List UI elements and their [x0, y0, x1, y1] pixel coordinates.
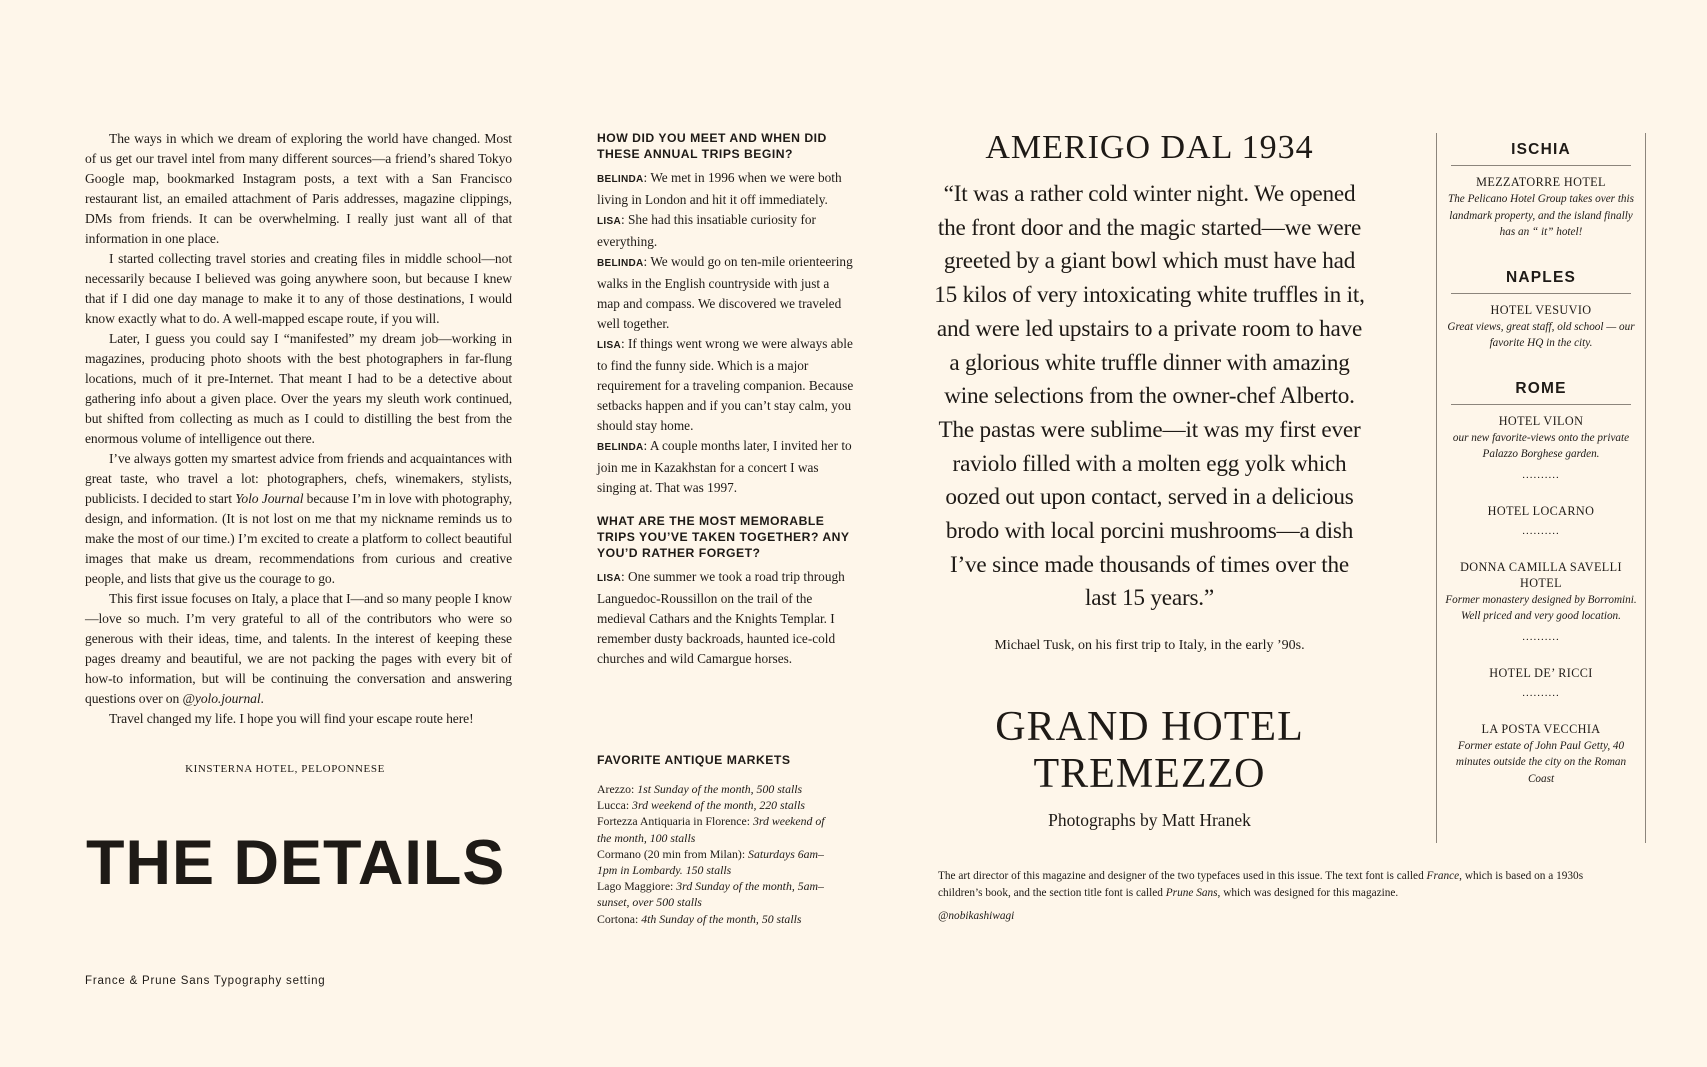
market-place: Fortezza Antiquaria in Florence: [597, 814, 753, 829]
hotel-description: our new favorite-views onto the private Palazzo Borghese garden. [1452, 431, 1630, 460]
answer-text: : We would go on ten-mile orienteering walks in the English countryside with just a map and compass. We discovered we traveled well together. [597, 254, 853, 331]
answer-text: : We met in 1996 when we were both living in London and hit it off immediately. [597, 170, 842, 207]
interview-answer [597, 168, 855, 210]
note-text: The art director of this magazine and designer of the two typefaces used in this issue. The text font is called [938, 870, 1427, 882]
markets-list [597, 781, 837, 927]
photo-credit: Photographs by Matt Hranek [1048, 810, 1251, 830]
market-place: Arezzo: [597, 782, 638, 796]
pull-quote: “It was a rather cold winter night. We opened the front door and the magic started—we were greeted by a giant bowl which must have had 15 kilos of very intoxicating white truffles in it, and were led upstairs to a private room to have a glorious white truffle dinner with amazing wine selections from the owner-chef Alberto. The pastas were sublime—it was my first ever raviolo filled with a molten egg yolk which oozed out upon contact, served in a delicious brodo with local porcini mushrooms—a dish I’ve since made thousands of times over the last 15 years.” [934, 181, 1365, 612]
interview [597, 130, 855, 669]
interview-answer [597, 334, 855, 436]
interview-answer [597, 567, 855, 669]
footer-note: France & Prune Sans Typography setting [85, 975, 326, 987]
hotel-listings [1436, 133, 1646, 843]
markets-heading: FAVORITE ANTIQUE MARKETS [597, 753, 791, 767]
section-title: THE DETAILS [86, 828, 506, 898]
intro-text [85, 129, 512, 729]
intro-paragraph: I started collecting travel stories and creating files in middle school—not necessarily because I believed was going anywhere soon, but because I knew that if I did one day manage to make it to any of those destinations, I would know exactly what to do. A well-mapped escape route, if you will. [85, 251, 512, 326]
hotel-name: MEZZATORRE HOTEL [1476, 175, 1606, 189]
market-place: Cortona: [597, 911, 642, 926]
intro-text-part: I’ve always gotten my smartest advice from friends and acquaintances with great taste, who travel a lot: photographers, chefs, winemakers, stylists, publicists. I decided to start [85, 451, 512, 506]
answer-text: : One summer we took a road trip through Languedoc-Roussillon on the trail of the medieval Cathars and the Knights Templar. I remember dusty backroads, haunted ice-cold churches and wild Camargue horses. [597, 569, 845, 666]
quote-attribution: Michael Tusk, on his first trip to Italy, in the early ’90s. [994, 638, 1305, 654]
speaker-name: LISA [597, 573, 621, 584]
market-item [597, 797, 837, 813]
region-heading: ISCHIA [1451, 141, 1631, 166]
speaker-name: LISA [597, 340, 621, 351]
photo-caption: KINSTERNA HOTEL, PELOPONNESE [185, 763, 385, 775]
market-item [597, 846, 837, 878]
answer-text: : A couple months later, I invited her to join me in Kazakhstan for a concert I was singing at. That was 1997. [597, 438, 852, 495]
hotel-description: Former monastery designed by Borromini. Well priced and very good location. [1445, 593, 1637, 622]
art-director-note [938, 868, 1628, 901]
market-item [597, 911, 837, 927]
market-place: Lucca: [597, 798, 633, 813]
market-item [597, 878, 837, 910]
market-detail: Saturdays 6am–1pm in Lombardy. 150 stalls [597, 846, 824, 878]
interview-answer [597, 252, 855, 334]
note-text: , which is based on a 1930s children’s book, and the section title font is called [938, 870, 1584, 899]
market-place: Lago Maggiore: [597, 879, 677, 894]
font-name: Prune Sans [1165, 886, 1218, 899]
hotel-name: DONNA CAMILLA SAVELLI HOTEL [1460, 559, 1622, 590]
restaurant-title: AMERIGO DAL 1934 [985, 129, 1314, 166]
market-place: Cormano (20 min from Milan): [597, 846, 749, 861]
hotel-description: Great views, great staff, old school — our favorite HQ in the city. [1447, 320, 1635, 349]
separator-dots: .......... [1522, 630, 1560, 643]
hotel-name: HOTEL VESUVIO [1490, 302, 1592, 317]
intro-paragraph: Later, I guess you could say I “manifested” my dream job—working in magazines, producing photo shoots with the best photographers in far-flung locations, much of it pre-Internet. That meant I had to be a detective about gathering info about a given place. Over the years my sleuth work continued, but shifted from collecting as much as I could to distilling the best from the enormous volume of intelligence out there. [85, 331, 512, 446]
intro-text-part: because I’m in love with photography, design, and information. (It is not lost on me that my nickname reminds us to make the most of our time.) I’m excited to create a platform to collect beautiful images that make us dream, recommendations from curious and creative people, and lists that give us the courage to go. [85, 491, 512, 586]
intro-text-part: This first issue focuses on Italy, a place that I—and so many people I know—love so much. I’m very grateful to all of the contributors who were so generous with their ideas, time, and talents. In the interest of keeping these pages dreamy and beautiful, we are not packing the pages with every bit of how-to information, but will be continuing the conversation and answering questions over on [85, 591, 512, 706]
market-detail: 1st Sunday of the month, 500 stalls [637, 782, 803, 796]
interview-answer [597, 436, 855, 498]
social-handle: @nobikashiwagi [938, 910, 1015, 922]
region-heading: NAPLES [1451, 269, 1631, 294]
intro-paragraph: The ways in which we dream of exploring the world have changed. Most of us get our travel intel from many different sources—a friend’s shared Tokyo Google map, bookmarked Instagram posts, a text with a San Francisco restaurant list, an emailed attachment of Paris addresses, magazine clippings, DMs from friends. It can be overwhelming. I really just want all of that information in one place. [85, 131, 512, 246]
social-handle: @yolo.journal [182, 691, 261, 706]
hotel-name: HOTEL VILON [1498, 413, 1584, 428]
hotel-description: Former estate of John Paul Getty, 40 minutes outside the city on the Roman Coast [1455, 739, 1627, 785]
hotel-feature-title: GRAND HOTEL TREMEZZO [995, 704, 1304, 797]
note-text: , which was designed for this magazine. [1217, 886, 1399, 899]
hotel-name: HOTEL LOCARNO [1487, 503, 1595, 518]
hotel-name: HOTEL DE’ RICCI [1489, 665, 1593, 680]
font-name: France [1426, 870, 1460, 882]
hotel-name: LA POSTA VECCHIA [1481, 721, 1601, 736]
intro-text-part: . [260, 691, 264, 706]
market-item [597, 781, 837, 797]
intro-paragraph [85, 449, 512, 589]
intro-paragraph [85, 589, 512, 709]
market-detail: 4th Sunday of the month, 50 stalls [641, 911, 802, 926]
speaker-name: BELINDA [597, 258, 644, 269]
separator-dots: .......... [1522, 686, 1560, 699]
answer-text: : She had this insatiable curiosity for everything. [597, 212, 816, 249]
publication-name: Yolo Journal [235, 491, 304, 506]
interview-answer [597, 210, 855, 252]
speaker-name: BELINDA [597, 442, 644, 453]
interview-question: WHAT ARE THE MOST MEMORABLE TRIPS YOU’VE TAKEN TOGETHER? ANY YOU’D RATHER FORGET? [597, 514, 850, 560]
separator-dots: .......... [1522, 468, 1560, 481]
market-item [597, 813, 837, 845]
separator-dots: .......... [1522, 524, 1560, 537]
intro-paragraph: Travel changed my life. I hope you will find your escape route here! [109, 711, 474, 726]
interview-question: HOW DID YOU MEET AND WHEN DID THESE ANNUAL TRIPS BEGIN? [597, 131, 827, 161]
answer-text: : If things went wrong we were always able to find the funny side. Which is a major requirement for a traveling companion. Because setbacks happen and if you can’t stay calm, you should stay home. [597, 336, 854, 433]
market-detail: 3rd weekend of the month, 100 stalls [597, 814, 825, 845]
market-detail: 3rd Sunday of the month, 5am–sunset, over 500 stalls [597, 879, 824, 910]
hotel-description: The Pelicano Hotel Group takes over this landmark property, and the island finally has an “ it” hotel! [1447, 193, 1634, 238]
speaker-name: LISA [597, 216, 621, 227]
speaker-name: BELINDA [597, 174, 644, 185]
region-heading: ROME [1451, 380, 1631, 405]
market-detail: 3rd weekend of the month, 220 stalls [632, 798, 805, 813]
amerigo-feature [932, 128, 1367, 654]
